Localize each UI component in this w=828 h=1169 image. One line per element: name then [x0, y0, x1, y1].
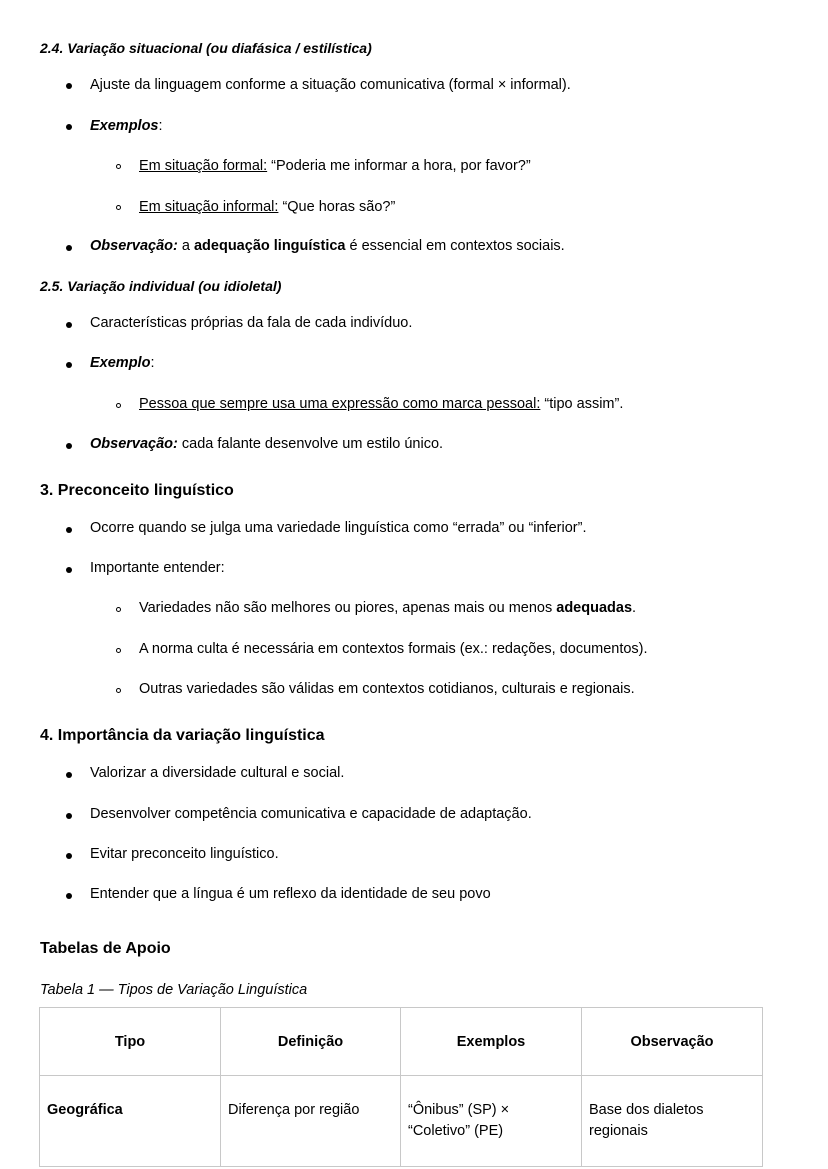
column-header-exemplos: Exemplos	[401, 1008, 582, 1076]
sub-list-item	[139, 199, 395, 215]
emphasis-text: adequadas	[556, 600, 633, 616]
text-span: Variedades não são melhores ou piores, apenas mais ou menos	[139, 600, 557, 616]
text-span: .	[632, 600, 637, 616]
bullet-dot	[66, 83, 72, 89]
emphasis-text: adequação linguística	[193, 238, 346, 254]
bullet-dot	[66, 527, 72, 533]
sub-list-item: Outras variedades são válidas em contextos cotidianos, culturais e regionais.	[139, 681, 635, 697]
example-label: Exemplo	[90, 355, 151, 371]
bullet-dot	[66, 443, 72, 449]
list-item	[90, 118, 163, 134]
text-span: é essencial em contextos sociais.	[345, 238, 565, 254]
bullet-dot	[66, 772, 72, 778]
list-item	[90, 355, 154, 371]
list-item	[90, 436, 443, 452]
sub-bullet-circle	[116, 607, 121, 612]
bullet-dot	[66, 322, 72, 328]
observation-label: Observação:	[90, 238, 178, 254]
observation-label: Observação:	[90, 436, 178, 452]
list-item	[90, 238, 565, 254]
sub-list-item	[139, 396, 623, 412]
colon: :	[158, 118, 163, 134]
table-header-row	[40, 1008, 763, 1076]
colon: :	[150, 355, 155, 371]
bullet-dot	[66, 853, 72, 859]
list-item: Ajuste da linguagem conforme a situação comunicativa (formal × informal).	[90, 77, 571, 93]
sub-bullet-circle	[116, 648, 121, 653]
sub-bullet-circle	[116, 403, 121, 408]
informal-example: “Que horas são?”	[278, 199, 396, 215]
list-item: Importante entender:	[90, 560, 225, 576]
cell-line: “Ônibus” (SP) ×	[408, 1102, 510, 1118]
section-4-heading: 4. Importância da variação linguística	[40, 727, 325, 744]
bullet-dot	[66, 362, 72, 368]
informal-situation-label: Em situação informal:	[139, 199, 279, 215]
bullet-dot	[66, 893, 72, 899]
cell-observacao	[582, 1076, 763, 1167]
table-row	[40, 1076, 763, 1167]
variation-types-table	[39, 1007, 763, 1167]
column-header-definicao: Definição	[221, 1008, 401, 1076]
list-item: Desenvolver competência comunicativa e capacidade de adaptação.	[90, 806, 532, 822]
sub-list-item: A norma culta é necessária em contextos formais (ex.: redações, documentos).	[139, 641, 648, 657]
bullet-dot	[66, 124, 72, 130]
list-item: Entender que a língua é um reflexo da identidade de seu povo	[90, 886, 491, 902]
cell-line: Base dos dialetos	[589, 1102, 704, 1118]
list-item: Características próprias da fala de cada indivíduo.	[90, 315, 413, 331]
table-caption: Tabela 1 — Tipos de Variação Linguística	[40, 982, 308, 998]
formal-situation-label: Em situação formal:	[139, 158, 268, 174]
formal-example: “Poderia me informar a hora, por favor?”	[267, 158, 531, 174]
column-header-tipo: Tipo	[40, 1008, 221, 1076]
cell-line: regionais	[589, 1123, 648, 1139]
sub-bullet-circle	[116, 688, 121, 693]
sub-list-item	[139, 158, 531, 174]
list-item: Valorizar a diversidade cultural e social.	[90, 765, 345, 781]
text-span: a	[177, 238, 194, 254]
sub-bullet-circle	[116, 164, 121, 169]
person-example: “tipo assim”.	[540, 396, 624, 412]
cell-tipo: Geográfica	[40, 1076, 221, 1167]
list-item: Evitar preconceito linguístico.	[90, 846, 279, 862]
section-2-5-heading: 2.5. Variação individual (ou idioletal)	[40, 278, 282, 294]
sub-bullet-circle	[116, 205, 121, 210]
cell-exemplos	[401, 1076, 582, 1167]
bullet-dot	[66, 245, 72, 251]
section-2-4-heading: 2.4. Variação situacional (ou diafásica / estilística)	[40, 40, 372, 56]
examples-label: Exemplos	[90, 118, 159, 134]
text-span: cada falante desenvolve um estilo único.	[177, 436, 444, 452]
bullet-dot	[66, 567, 72, 573]
support-tables-heading: Tabelas de Apoio	[40, 940, 171, 957]
column-header-observacao: Observação	[582, 1008, 763, 1076]
sub-list-item	[139, 600, 636, 616]
section-3-heading: 3. Preconceito linguístico	[40, 482, 234, 499]
cell-definicao: Diferença por região	[221, 1076, 401, 1167]
bullet-dot	[66, 813, 72, 819]
person-example-label: Pessoa que sempre usa uma expressão como marca pessoal:	[139, 396, 541, 412]
cell-line: “Coletivo” (PE)	[408, 1123, 504, 1139]
list-item: Ocorre quando se julga uma variedade linguística como “errada” ou “inferior”.	[90, 520, 587, 536]
